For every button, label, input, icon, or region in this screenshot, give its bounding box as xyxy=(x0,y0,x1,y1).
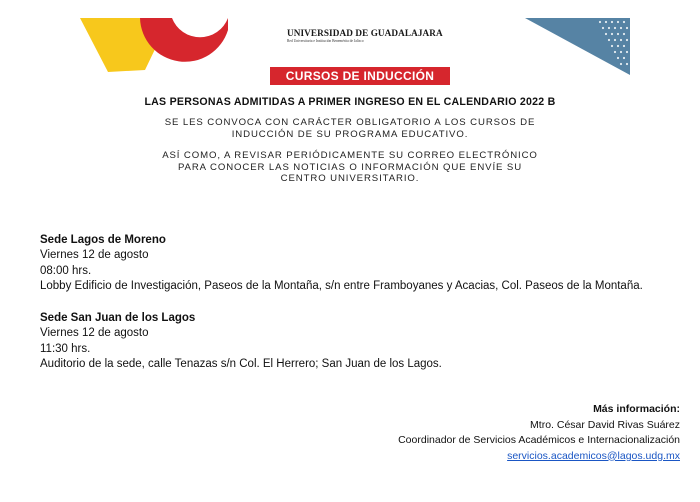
university-subtitle: Red Universitaria e Institución Benemérita de Jalisco xyxy=(287,38,364,43)
intro-paragraph-1-line: SE LES CONVOCA CON CARÁCTER OBLIGATORIO A LOS CURSOS DE xyxy=(164,117,536,128)
title-banner: CURSOS DE INDUCCIÓN xyxy=(270,67,450,85)
sede-san-juan-de-los-lagos xyxy=(40,311,442,372)
sede-date: Viernes 12 de agosto xyxy=(40,327,149,340)
red-ring-shape xyxy=(140,18,228,62)
contact-email-link[interactable]: servicios.academicos@lagos.udg.mx xyxy=(507,449,680,462)
contact-block xyxy=(398,402,680,464)
sede-title: Sede Lagos de Moreno xyxy=(40,234,166,246)
intro-paragraph-2-line: ASÍ COMO, A REVISAR PERIÓDICAMENTE SU CORREO ELECTRÓNICO xyxy=(162,150,538,161)
contact-name: Mtro. César David Rivas Suárez xyxy=(530,418,680,431)
contact-heading: Más información: xyxy=(593,403,680,415)
sede-lagos-de-moreno xyxy=(40,233,643,294)
sede-date: Viernes 12 de agosto xyxy=(40,249,149,262)
blue-corner-shape xyxy=(525,18,630,75)
intro-paragraph-1 xyxy=(0,117,700,140)
sede-time: 11:30 hrs. xyxy=(40,342,91,355)
headline: LAS PERSONAS ADMITIDAS A PRIMER INGRESO EN EL CALENDARIO 2022 B xyxy=(144,96,556,108)
sede-place: Auditorio de la sede, calle Tenazas s/n Col. El Herrero; San Juan de los Lagos. xyxy=(40,357,442,370)
contact-role: Coordinador de Servicios Académicos e Internacionalización xyxy=(398,434,680,446)
intro-paragraph-2-line: CENTRO UNIVERSITARIO. xyxy=(280,173,420,184)
university-name-block xyxy=(287,29,443,44)
intro-paragraph-1-line: INDUCCIÓN DE SU PROGRAMA EDUCATIVO. xyxy=(231,128,469,140)
intro-paragraph-2-line: PARA CONOCER LAS NOTICIAS O INFORMACIÓN QUE ENVÍE SU xyxy=(177,161,523,173)
sede-title: Sede San Juan de los Lagos xyxy=(40,312,196,324)
sede-place: Lobby Edificio de Investigación, Paseos de la Montaña, s/n entre Framboyanes y Acacias, Col. Paseos de la Montaña. xyxy=(40,279,643,292)
sede-time: 08:00 hrs. xyxy=(40,264,92,277)
university-name: UNIVERSIDAD DE GUADALAJARA xyxy=(287,27,443,38)
intro-paragraph-2 xyxy=(0,150,700,185)
university-logo xyxy=(282,24,442,48)
